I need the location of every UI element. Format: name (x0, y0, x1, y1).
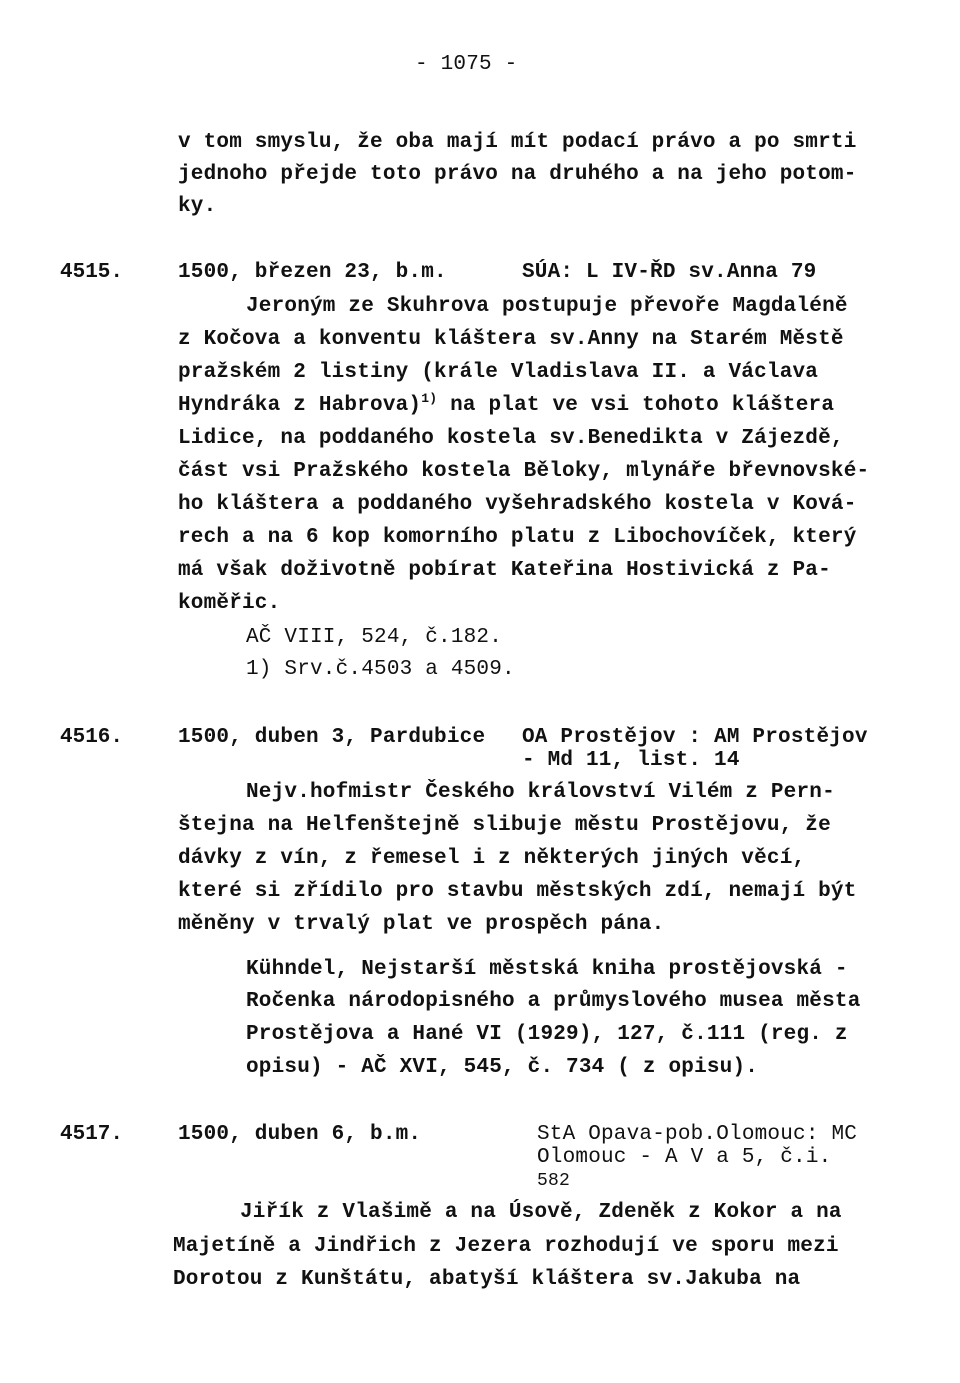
entry-reference: Ročenka národopisného a průmyslového musea města (246, 990, 861, 1013)
entry-body-line: rech a na 6 kop komorního platu z Libochovíček, který (178, 526, 857, 549)
entry-body-line-with-footnote (178, 393, 834, 419)
entry-body-line: z Kočova a konventu kláštera sv.Anny na Starém Městě (178, 328, 844, 351)
entry-reference: opisu) - AČ XVI, 545, č. 734 ( z opisu). (246, 1056, 759, 1079)
entry-number: 4515. (60, 261, 124, 284)
entry-archive: SÚA: L IV-ŘD sv.Anna 79 (522, 261, 817, 284)
page-number-header: - 1075 - (415, 53, 518, 76)
entry-body-line: Lidice, na poddaného kostela sv.Benedikta v Zájezdě, (178, 427, 844, 450)
entry-body-line: koměřic. (178, 592, 281, 615)
entry-date-line: 1500, duben 6, b.m. (178, 1123, 422, 1146)
entry-body-fragment: na plat ve vsi tohoto kláštera (437, 394, 835, 417)
entry-archive: - Md 11, list. 14 (522, 749, 740, 772)
entry-body-line: má však doživotně pobírat Kateřina Hostivická z Pa- (178, 559, 831, 582)
entry-body-line: měněny v trvalý plat ve prospěch pána. (178, 913, 665, 936)
entry-date-line: 1500, duben 3, Pardubice (178, 726, 486, 749)
entry-number: 4517. (60, 1123, 124, 1146)
footnote-marker: 1) (421, 391, 438, 406)
entry-body-line: pražském 2 listiny (krále Vladislava II. a Václava (178, 361, 819, 384)
entry-body-line: štejna na Helfenštejně slibuje městu Prostějovu, že (178, 814, 831, 837)
entry-reference: Kühndel, Nejstarší městská kniha prostějovská - (246, 958, 848, 981)
entry-body-fragment: Hyndráka z Habrova) (178, 394, 422, 417)
entry-archive: 582 (537, 1171, 571, 1191)
entry-archive: Olomouc - A V a 5, č.i. (537, 1146, 832, 1169)
intro-line: ky. (178, 195, 217, 218)
entry-body-line: ho kláštera a poddaného vyšehradského kostela v Ková- (178, 493, 857, 516)
entry-archive: OA Prostějov : AM Prostějov (522, 726, 868, 749)
entry-number: 4516. (60, 726, 124, 749)
entry-body-line: Jeroným ze Skuhrova postupuje převoře Magdaléně (246, 295, 848, 318)
entry-footnote: 1) Srv.č.4503 a 4509. (246, 658, 515, 681)
entry-archive: StA Opava-pob.Olomouc: MC (537, 1123, 858, 1146)
entry-body-line: Majetíně a Jindřich z Jezera rozhodují ve sporu mezi (173, 1235, 839, 1258)
entry-reference: Prostějova a Hané VI (1929), 127, č.111 (reg. z (246, 1023, 848, 1046)
entry-body-line: Nejv.hofmistr Českého království Vilém z Pern- (246, 781, 835, 804)
intro-line: jednoho přejde toto právo na druhého a na jeho potom- (178, 163, 857, 186)
intro-line: v tom smyslu, že oba mají mít podací právo a po smrti (178, 131, 857, 154)
entry-date-line: 1500, březen 23, b.m. (178, 261, 447, 284)
entry-body-line: část vsi Pražského kostela Běloky, mlynáře břevnovské- (178, 460, 870, 483)
entry-body-line: dávky z vín, z řemesel i z některých jiných věcí, (178, 847, 806, 870)
entry-body-line: Dorotou z Kunštátu, abatyší kláštera sv.Jakuba na (173, 1268, 801, 1291)
entry-reference: AČ VIII, 524, č.182. (246, 626, 503, 649)
entry-body-line: které si zřídilo pro stavbu městských zdí, nemají být (178, 880, 857, 903)
entry-body-line: Jiřík z Vlašimě a na Úsově, Zdeněk z Kokor a na (240, 1201, 842, 1224)
